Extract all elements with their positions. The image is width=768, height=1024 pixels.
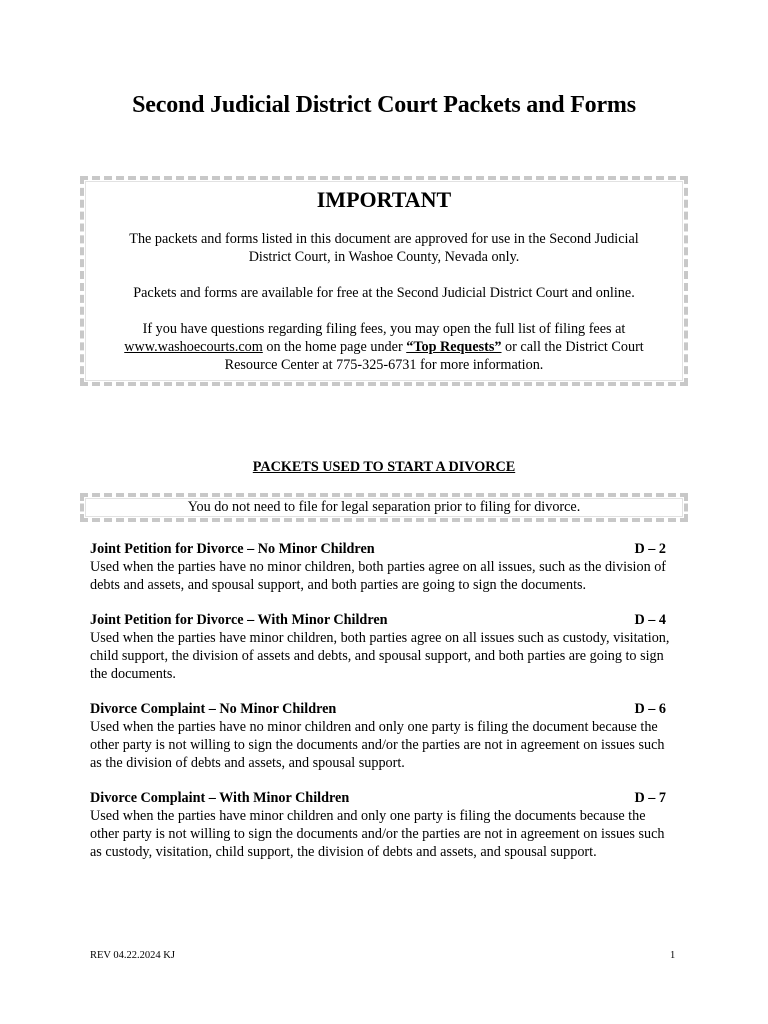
legal-separation-note-box [80, 493, 688, 522]
important-paragraph-filing-fees [106, 320, 662, 374]
packet-code: D – 2 [634, 541, 666, 557]
page-title: Second Judicial District Court Packets and Forms [132, 92, 636, 118]
legal-separation-note: You do not need to file for legal separation prior to filing for divorce. [187, 499, 581, 515]
important-heading: IMPORTANT [316, 187, 452, 212]
packet-title: Joint Petition for Divorce – With Minor Children [90, 612, 388, 628]
section-heading-divorce-packets: PACKETS USED TO START A DIVORCE [252, 459, 516, 475]
packet-code: D – 7 [634, 790, 666, 806]
packet-entry-d2 [90, 540, 670, 594]
packet-code: D – 4 [634, 612, 666, 628]
filing-fees-text-pre: If you have questions regarding filing fees, you may open the full list of filing fees at [142, 321, 626, 337]
packet-entry-header [90, 611, 670, 629]
important-paragraph-availability: Packets and forms are available for free at the Second Judicial District Court and online. [133, 285, 635, 301]
packet-description: Used when the parties have minor children and only one party is filing the documents because the other party is not willing to sign the documents and/or the parties are not in agreement on issues such as custody, visitation, child support, the division of debts and assets, and spousal support. [90, 808, 665, 860]
packet-description: Used when the parties have no minor children and only one party is filing the document because the other party is not willing to sign the documents and/or the parties are not in agreement on issues such as the division of debts and assets, and spousal support. [90, 719, 665, 771]
packet-list [90, 540, 670, 878]
packet-entry-header [90, 540, 670, 558]
footer-revision: REV 04.22.2024 KJ [90, 950, 175, 961]
filing-fees-text-mid: on the home page under [262, 339, 407, 355]
packet-entry-d6 [90, 700, 670, 772]
footer-page-number: 1 [670, 950, 676, 961]
packet-title: Divorce Complaint – No Minor Children [90, 701, 337, 717]
filing-fees-text-post: or call the District Court Resource Center at 775-325-6731 for more information. [224, 339, 644, 373]
packet-entry-d4 [90, 611, 670, 683]
packet-title: Divorce Complaint – With Minor Children [90, 790, 350, 806]
packet-entry-header [90, 789, 670, 807]
washoecourts-link[interactable]: www.washoecourts.com [124, 339, 263, 355]
packet-title: Joint Petition for Divorce – No Minor Children [90, 541, 375, 557]
top-requests-label: “Top Requests” [406, 339, 502, 355]
packet-entry-d7 [90, 789, 670, 861]
important-notice-box [80, 176, 688, 386]
packet-entry-header [90, 700, 670, 718]
packet-description: Used when the parties have minor children, both parties agree on all issues such as custody, visitation, child support, the division of assets and debts, and spousal support, and both parties are going to sign the documents. [90, 630, 670, 682]
packet-code: D – 6 [634, 701, 666, 717]
packet-description: Used when the parties have no minor children, both parties agree on all issues, such as the division of debts and assets, and spousal support, and both parties are going to sign the documents. [90, 559, 667, 593]
important-paragraph-approved-use: The packets and forms listed in this document are approved for use in the Second Judicial District Court, in Washoe County, Nevada only. [129, 231, 639, 265]
